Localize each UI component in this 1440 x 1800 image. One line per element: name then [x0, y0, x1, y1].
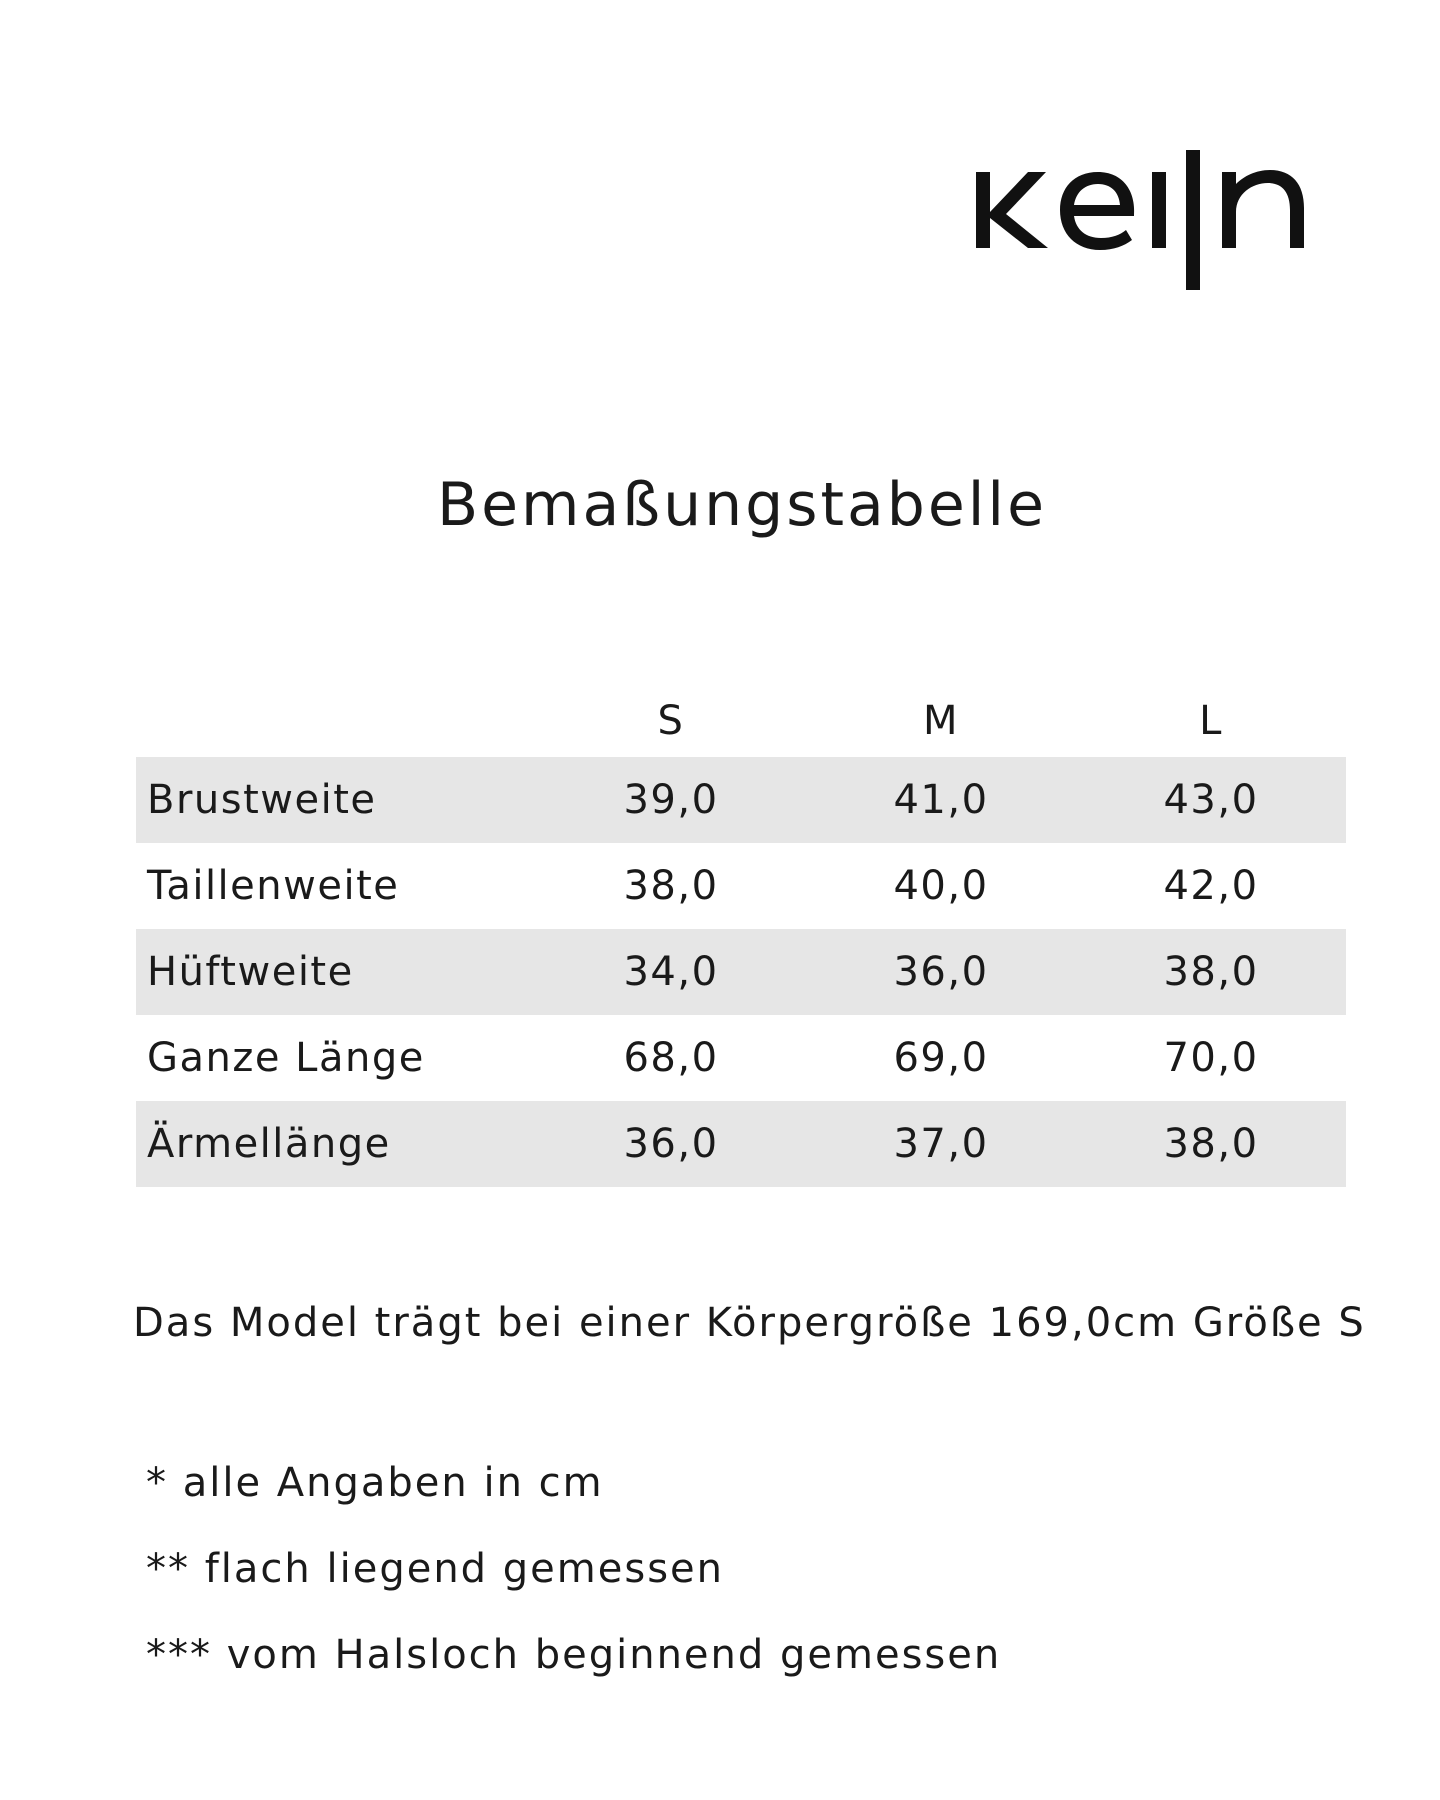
footnote-item: *** vom Halsloch beginnend gemessen [146, 1632, 1002, 1678]
logo-n [1222, 170, 1304, 248]
table-cell: 42,0 [1163, 863, 1259, 909]
size-header-s: S [657, 698, 685, 744]
table-cell: 39,0 [536, 757, 806, 843]
table-cell: 36,0 [536, 1101, 806, 1187]
table-cell: 70,0 [1163, 1035, 1259, 1081]
row-label: Brustweite [136, 757, 536, 843]
empty-header-cell [136, 685, 536, 757]
row-label: Taillenweite [147, 863, 400, 909]
table-cell: 37,0 [806, 1101, 1076, 1187]
brand-logo-icon [970, 150, 1350, 310]
logo-l-stem [1186, 150, 1200, 290]
table-cell: 40,0 [893, 863, 989, 909]
row-label: Ärmellänge [136, 1101, 536, 1187]
logo-k-stem [976, 172, 990, 248]
size-header-l: L [1199, 698, 1223, 744]
table-cell: 38,0 [1076, 929, 1346, 1015]
logo-e [1060, 172, 1134, 250]
size-header-row [136, 685, 1346, 757]
logo-i-stem [1152, 172, 1166, 248]
table-row [136, 929, 1346, 1015]
table-cell: 41,0 [806, 757, 1076, 843]
table-row [136, 1015, 1346, 1101]
brand-logo [970, 150, 1350, 310]
table-cell: 38,0 [1076, 1101, 1346, 1187]
table-row [136, 1101, 1346, 1187]
table-cell: 34,0 [536, 929, 806, 1015]
row-label: Hüftweite [136, 929, 536, 1015]
table-cell: 68,0 [623, 1035, 719, 1081]
table-row [136, 843, 1346, 929]
model-size-note: Das Model trägt bei einer Körpergröße 169,0cm Größe S [133, 1300, 1366, 1346]
table-cell: 69,0 [893, 1035, 989, 1081]
footnote-item: * alle Angaben in cm [146, 1460, 604, 1506]
table-cell: 43,0 [1076, 757, 1346, 843]
row-label: Ganze Länge [147, 1035, 425, 1081]
table-cell: 38,0 [623, 863, 719, 909]
table-cell: 36,0 [806, 929, 1076, 1015]
footnote-item: ** flach liegend gemessen [146, 1546, 724, 1592]
footnotes-list [146, 1458, 1001, 1716]
table-row [136, 757, 1346, 843]
page-title: Bemaßungstabelle [436, 470, 1048, 540]
logo-k-arms [990, 172, 1048, 248]
size-table [136, 685, 1346, 1187]
size-header-m: M [922, 698, 959, 744]
